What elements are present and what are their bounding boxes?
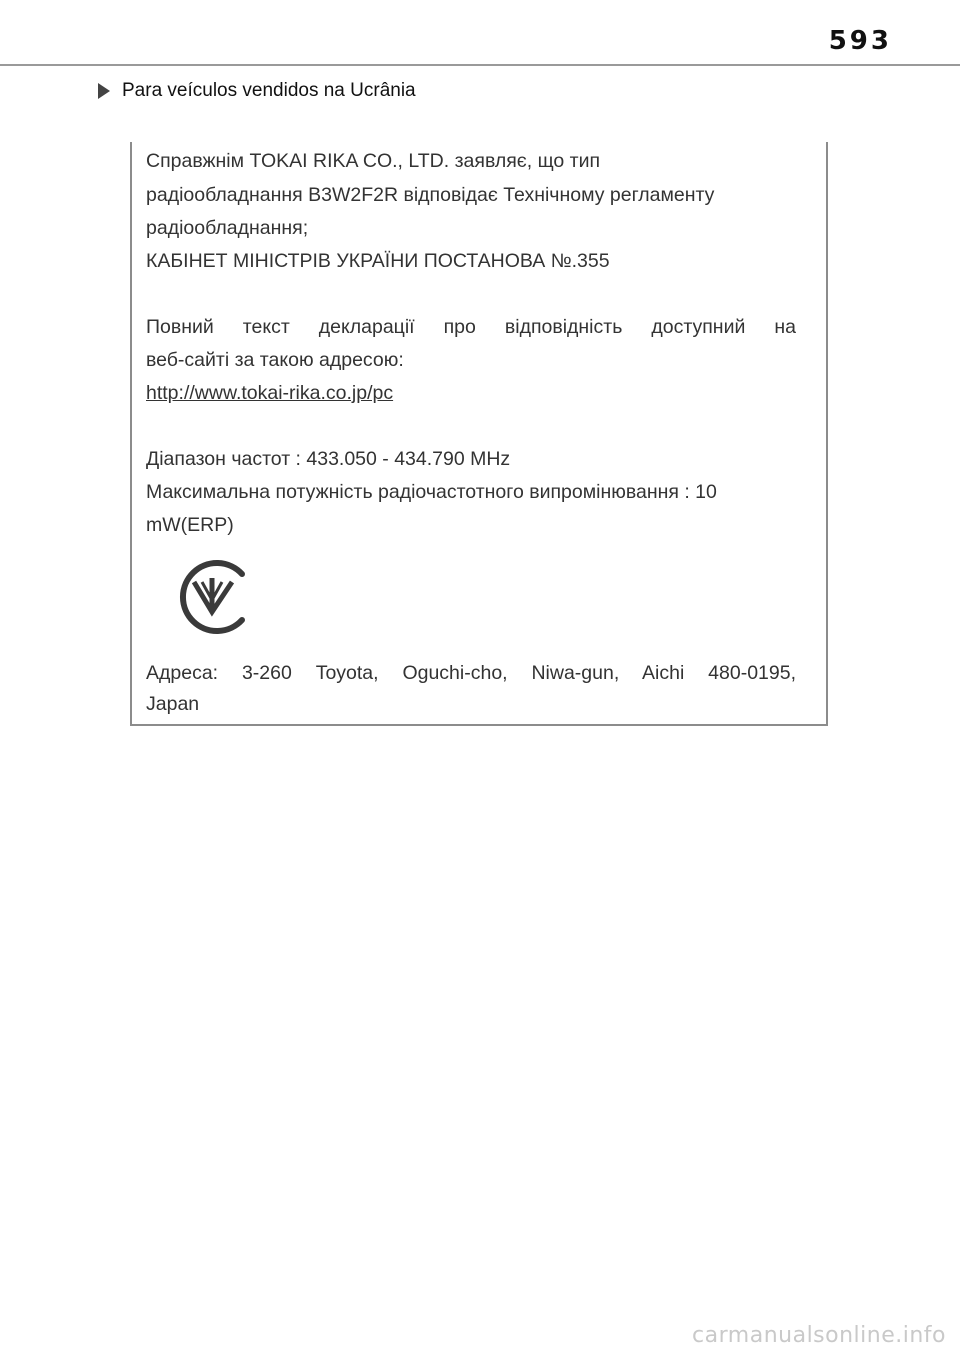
decl-power-2: mW(ERP) (146, 514, 234, 536)
section-heading (98, 80, 416, 102)
decl-frequency: Діапазон частот : 433.050 - 434.790 MHz (146, 448, 511, 470)
decl-line-1: Справжнім TOKAI RIKA CO., LTD. заявляє, що тип (146, 150, 601, 172)
page-number: 593 (828, 26, 892, 56)
declaration-link[interactable]: http://www.tokai-rika.co.jp/pc (146, 382, 394, 404)
decl-line-2: радіообладнання B3W2F2R відповідає Технічному регламенту (146, 184, 715, 206)
header-rule (0, 64, 960, 66)
decl-address-2: Japan (146, 693, 200, 715)
decl-line-4: КАБІНЕТ МІНІСТРІВ УКРАЇНИ ПОСТАНОВА №.355 (146, 250, 610, 272)
watermark: carmanualsonline.info (692, 1323, 946, 1348)
section-heading-text: Para veículos vendidos na Ucrânia (122, 80, 416, 101)
decl-link-line (146, 377, 796, 409)
ukrainian-conformity-mark-icon (172, 556, 254, 638)
decl-address-1: Адреса: 3-260 Toyota, Oguchi-cho, Niwa-gun, Aichi 480-0195, (146, 662, 796, 684)
decl-power-1: Максимальна потужність радіочастотного випромінювання : 10 (146, 481, 717, 503)
decl-line-6: веб-сайті за такою адресою: (146, 349, 404, 371)
triangle-right-icon (98, 83, 110, 99)
decl-line-3: радіообладнання; (146, 217, 309, 239)
decl-line-5: Повний текст декларації про відповідність доступний на (146, 316, 796, 338)
